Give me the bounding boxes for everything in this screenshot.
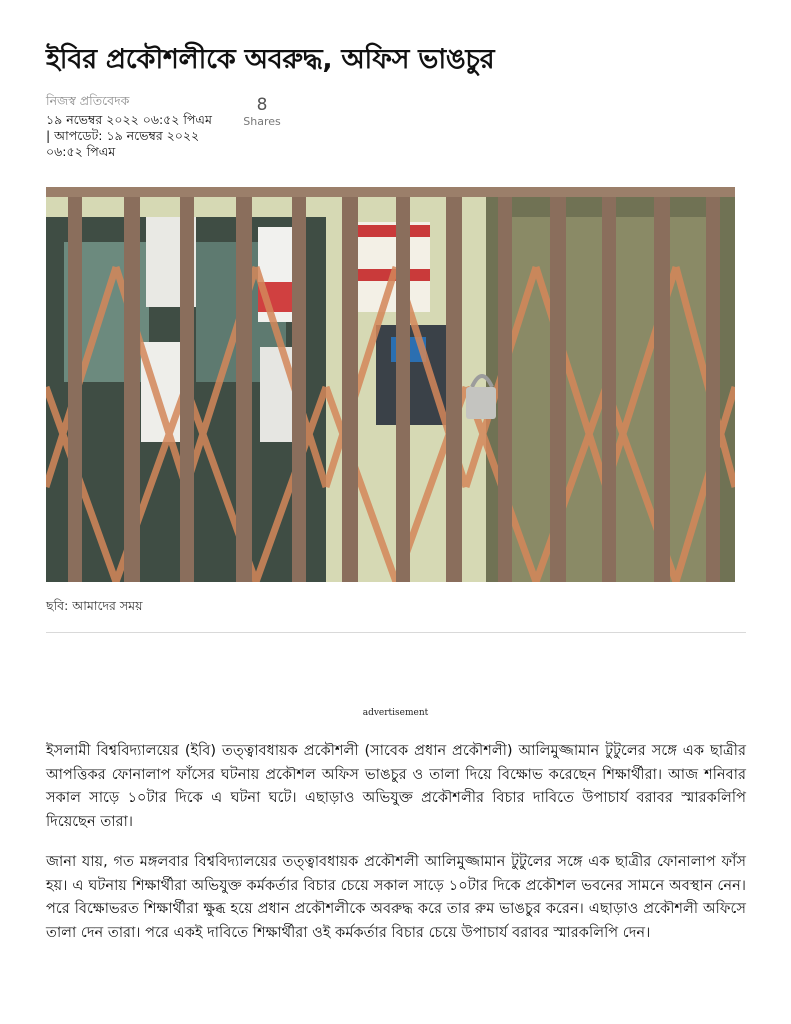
gate-bar: [550, 187, 566, 582]
photo-top-rail: [46, 187, 735, 197]
publish-dateline: ১৯ নভেম্বর ২০২২ ০৬:৫২ পিএম | আপডেট: ১৯ নভেম্বর ২০২২ ০৬:৫২ পিএম: [46, 112, 212, 159]
gate-bar: [602, 187, 616, 582]
advertisement-label: advertisement: [362, 708, 429, 718]
gate-bar: [236, 187, 252, 582]
gate-bar: [342, 187, 358, 582]
section-divider: [46, 632, 746, 633]
gate-bar: [124, 187, 140, 582]
share-label: Shares: [243, 115, 281, 128]
share-counter[interactable]: [238, 95, 286, 129]
author-name[interactable]: নিজস্ব প্রতিবেদক: [46, 93, 130, 108]
gate-bar: [396, 187, 410, 582]
article-photo: [46, 187, 735, 582]
article-paragraph: ইসলামী বিশ্ববিদ্যালয়ের (ইবি) তত্ত্বাবধায়ক প্রকৌশলী (সাবেক প্রধান প্রকৌশলী) আলিমুজ্জামান টুটুলের সঙ্গে এক ছাত্রীর আপত্তিকর ফোনালাপ ফাঁসের ঘটনায় প্রকৌশল অফিস ভাঙচুর ও তালা দিয়ে বিক্ষোভ করেছেন শিক্ষার্থীরা। আজ শনিবার সকাল সাড়ে ১০টার দিকে এ ঘটনা ঘটে। এছাড়াও অভিযুক্ত প্রকৌশলীর বিচার দাবিতে উপাচার্য বরাবর স্মারকলিপি দিয়েছেন তারা।: [46, 742, 746, 830]
share-count: 8: [256, 95, 268, 115]
article-headline: ইবির প্রকৌশলীকে অবরুদ্ধ, অফিস ভাঙচুর: [46, 44, 495, 75]
gate-bar: [180, 187, 194, 582]
gate-bar: [446, 187, 462, 582]
gate-bar: [654, 187, 670, 582]
padlock-body: [466, 387, 496, 419]
gate-bar: [292, 187, 306, 582]
gate-bar: [498, 187, 512, 582]
gate-bar: [68, 187, 82, 582]
photo-sign-band: [358, 225, 430, 237]
gate-bar: [706, 187, 720, 582]
image-caption: ছবি: আমাদের সময়: [46, 598, 143, 613]
article-paragraph: জানা যায়, গত মঙ্গলবার বিশ্ববিদ্যালয়ের তত্ত্বাবধায়ক প্রকৌশলী আলিমুজ্জামান টুটুলের সঙ্গে এক ছাত্রীর ফোনালাপ ফাঁস হয়। এ ঘটনায় শিক্ষার্থীরা অভিযুক্ত কর্মকর্তার বিচার চেয়ে সকাল সাড়ে ১০টার দিকে প্রকৌশল ভবনের সামনে অবস্থান নেন। পরে বিক্ষোভরত শিক্ষার্থীরা ক্ষুব্ধ হয়ে প্রধান প্রকৌশলীকে অবরুদ্ধ করে তার রুম ভাঙচুর করেন। এছাড়াও প্রকৌশলী অফিসে তালা দেন তারা। পরে একই দাবিতে শিক্ষার্থীরা ওই কর্মকর্তার বিচার চেয়ে উপাচার্য বরাবর স্মারকলিপি দেন।: [46, 853, 746, 941]
